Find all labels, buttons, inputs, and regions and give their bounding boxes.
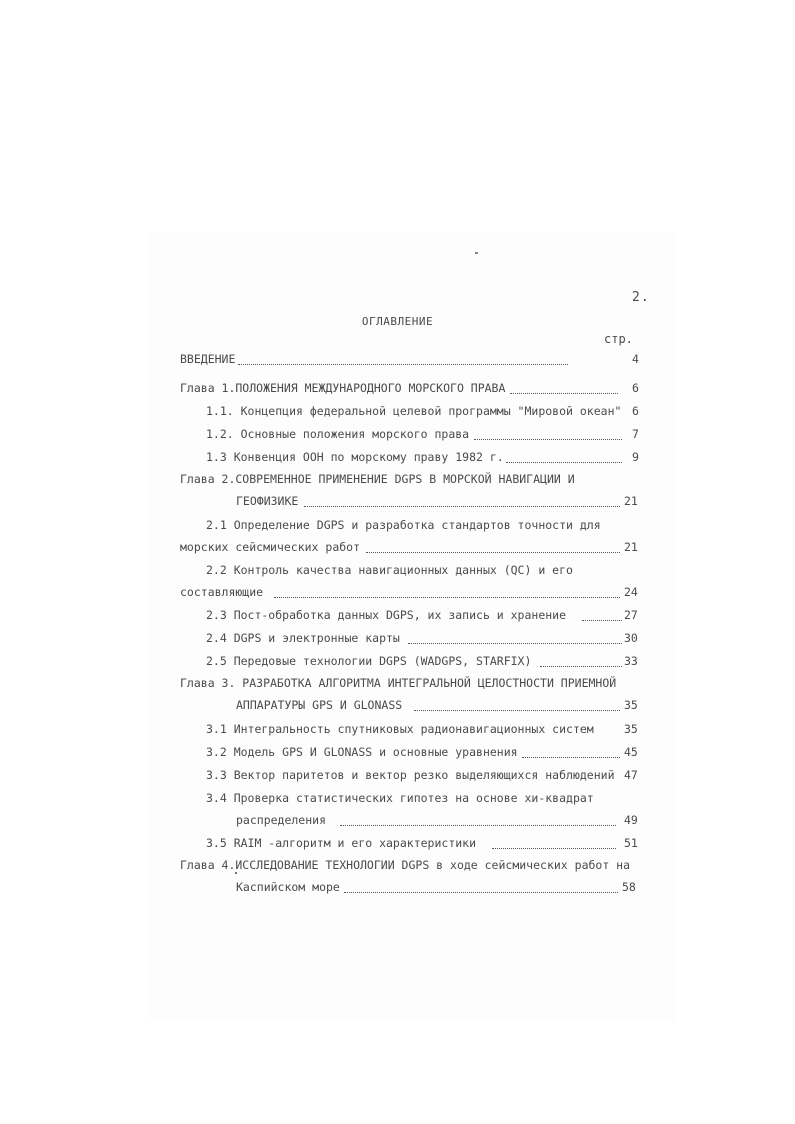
toc-entry-page: 4 (632, 352, 639, 366)
toc-entry (206, 631, 640, 649)
toc-entry-text: 1.3 Конвенция ООН по морскому праву 1982 г. (206, 450, 504, 464)
leader-dots (274, 597, 620, 598)
toc-entry-text: 2.3 Пост-обработка данных DGPS, их запись и хранение (206, 608, 567, 622)
leader-dots (522, 757, 620, 758)
toc-entry-page: 21 (624, 540, 638, 554)
toc-entry-page: 21 (624, 494, 638, 508)
toc-entry (206, 768, 640, 786)
toc-entry (206, 427, 640, 445)
toc-entry-page: 6 (632, 404, 639, 418)
toc-title: ОГЛАВЛЕНИЕ (361, 315, 434, 328)
toc-entry-page: 6 (632, 381, 639, 395)
toc-entry-page: 45 (624, 745, 638, 759)
toc-entry-text: Глава 4.ИССЛЕДОВАНИЕ ТЕХНОЛОГИИ DGPS в ходе сейсмических работ на (180, 858, 631, 872)
page-column-label: стр. (604, 332, 633, 346)
toc-entry-text: 3.5 RAIM -алгоритм и его характеристики (206, 836, 477, 850)
leader-dots (238, 364, 568, 365)
toc-entry (206, 745, 640, 763)
page-number: 2. (632, 290, 650, 305)
toc-entry-text: морских сейсмических работ (180, 540, 361, 554)
toc-entry-page: 24 (624, 585, 638, 599)
toc-entry-text: 3.1 Интегральность спутниковых радионавигационных систем (206, 722, 594, 736)
toc-entry (236, 813, 640, 831)
toc-entry-text: 3.3 Вектор паритетов и вектор резко выделяющихся наблюдений (206, 768, 615, 782)
toc-entry (180, 381, 640, 399)
leader-dots (304, 506, 620, 507)
toc-entry-text: Глава 1.ПОЛОЖЕНИЯ МЕЖДУНАРОДНОГО МОРСКОГО ПРАВА (180, 381, 506, 395)
leader-dots (344, 892, 618, 893)
toc-entry (206, 654, 640, 672)
toc-entry (236, 494, 640, 512)
toc-entry-text: распределения (236, 813, 327, 827)
leader-dots (474, 439, 622, 440)
toc-entry (180, 585, 640, 603)
leader-dots (414, 710, 620, 711)
leader-dots (510, 393, 618, 394)
toc-entry-page: 30 (624, 631, 638, 645)
leader-dots (340, 825, 616, 826)
toc-entry (180, 352, 640, 370)
toc-entry (206, 404, 640, 422)
toc-entry (206, 450, 640, 468)
leader-dots (582, 620, 622, 621)
leader-dots (506, 462, 622, 463)
toc-entry-page: 49 (624, 813, 638, 827)
toc-entry-page: 33 (624, 654, 638, 668)
toc-entry-page: 9 (632, 450, 639, 464)
toc-entry (206, 608, 640, 626)
document-page (150, 232, 675, 1022)
toc-entry-page: 7 (632, 427, 639, 441)
leader-dots (366, 552, 620, 553)
toc-entry-text: 3.4 Проверка статистических гипотез на основе хи-квадрат (206, 791, 594, 805)
toc-entry-page: 58 (622, 880, 636, 894)
toc-entry (206, 722, 640, 740)
toc-entry-text: 3.2 Модель GPS И GLONASS и основные уравнения (206, 745, 518, 759)
toc-entry (180, 540, 640, 558)
toc-entry-text: ГЕОФИЗИКЕ (236, 494, 299, 508)
toc-entry-text: 2.4 DGPS и электронные карты (206, 631, 400, 645)
toc-entry-page: 35 (624, 722, 638, 736)
toc-entry-text: составляющие (180, 585, 264, 599)
toc-entry-text: 1.1. Концепция федеральной целевой программы "Мировой океан" (206, 404, 622, 418)
toc-entry-text: 1.2. Основные положения морского права (206, 427, 470, 441)
toc-entry-text: ВВЕДЕНИЕ (180, 352, 236, 366)
leader-dots (492, 848, 616, 849)
toc-entry-text: 2.1 Определение DGPS и разработка стандартов точности для (206, 518, 601, 532)
toc-entry-page: 35 (624, 698, 638, 712)
toc-entry-page: 27 (624, 608, 638, 622)
toc-entry (236, 698, 640, 716)
toc-entry-page: 47 (624, 768, 638, 782)
toc-entry-text: Каспийском море (236, 880, 340, 894)
toc-entry-text: Глава 2.СОВРЕМЕННОЕ ПРИМЕНЕНИЕ DGPS В МОРСКОЙ НАВИГАЦИИ И (180, 472, 575, 486)
toc-entry-text: 2.5 Передовые технологии DGPS (WADGPS, STARFIX) (206, 654, 532, 668)
leader-dots (540, 666, 622, 667)
toc-entry-page: 51 (624, 836, 638, 850)
toc-entry (236, 880, 640, 898)
toc-entry-text: АППАРАТУРЫ GPS И GLONASS (236, 698, 403, 712)
toc-entry (206, 836, 640, 854)
toc-entry-text: Глава 3. РАЗРАБОТКА АЛГОРИТМА ИНТЕГРАЛЬНОЙ ЦЕЛОСТНОСТИ ПРИЕМНОЙ (180, 676, 617, 690)
toc-entry-text: 2.2 Контроль качества навигационных данных (QC) и его (206, 563, 573, 577)
leader-dots (408, 643, 622, 644)
scan-speck (475, 252, 478, 254)
